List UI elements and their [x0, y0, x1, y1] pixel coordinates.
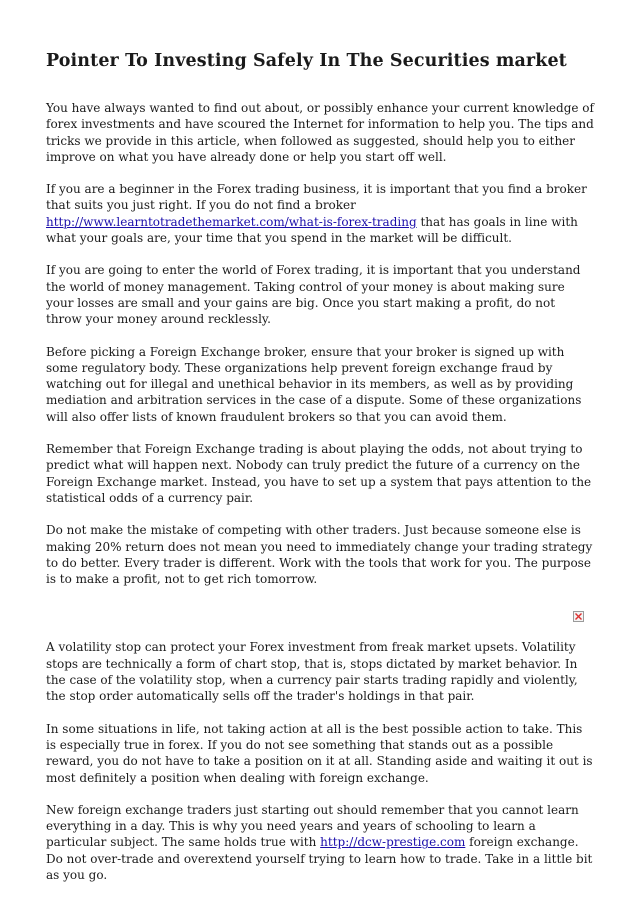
paragraph-9 [46, 802, 594, 883]
paragraph-7: A volatility stop can protect your Forex investment from freak market upsets. Volatility stops are technically a form of chart stop, that is, stops dictated by market behavior. In the case of the volatility stop, when a currency pair starts trading rapidly and violently, the stop order automatically sells off the trader's holdings in that pair. [46, 640, 578, 704]
broken-image-glyph [574, 612, 583, 621]
paragraph-4: Before picking a Foreign Exchange broker, ensure that your broker is signed up with some regulatory body. These organizations help prevent foreign exchange fraud by watching out for illegal and unethical behavior in its members, as well as by providing mediation and arbitration services in the case of a dispute. Some of these organizations will also offer lists of known fraudulent brokers so that you can avoid them. [46, 344, 582, 424]
page-title: Pointer To Investing Safely In The Securities market [46, 51, 567, 71]
paragraph-3: If you are going to enter the world of Forex trading, it is important that you understand the world of money management. Taking control of your money is about making sure your losses are small and your gains are big. Once you start making a profit, do not throw your money around recklessly. [46, 263, 581, 327]
paragraph-2 [46, 181, 594, 246]
image-placeholder-row [46, 603, 594, 633]
paragraph-9-text-after: foreign exchange. Do not over-trade and overextend yourself trying to learn how to trade. Take in a little bit as you go. [46, 835, 593, 882]
paragraph-6: Do not make the mistake of competing with other traders. Just because someone else is making 20% return does not mean you need to immediately change your trading strategy to do better. Every trader is different. Work with the tools that work for you. The purpose is to make a profit, not to get rich tomorrow. [46, 523, 593, 587]
paragraph-8: In some situations in life, not taking action at all is the best possible action to take. This is especially true in forex. If you do not see something that stands out as a possible reward, you do not have to take a position on it at all. Standing aside and waiting it out is most definitely a position when dealing with foreign exchange. [46, 721, 593, 785]
dcw-prestige-link[interactable]: http://dcw-prestige.com [320, 835, 466, 850]
forex-trading-link[interactable]: http://www.learntotradethemarket.com/what-is-forex-trading [46, 214, 417, 229]
paragraph-1: You have always wanted to find out about, or possibly enhance your current knowledge of forex investments and have scoured the Internet for information to help you. The tips and tricks we provide in this article, when followed as suggested, should help you to either improve on what you have already done or help you start off well. [46, 101, 594, 164]
paragraph-9-text-before: New foreign exchange traders just starting out should remember that you cannot learn everything in a day. This is why you need years and years of schooling to learn a particular subject. The same holds true with [46, 802, 579, 850]
paragraph-5: Remember that Foreign Exchange trading is about playing the odds, not about trying to predict what will happen next. Nobody can truly predict the future of a currency on the Foreign Exchange market. Instead, you have to set up a system that pays attention to the statistical odds of a currency pair. [46, 442, 592, 505]
paragraph-2-text-after: that has goals in line with what your goals are, your time that you spend in the market will be difficult. [46, 214, 578, 246]
broken-image-icon [573, 611, 584, 622]
document-page [46, 50, 594, 899]
paragraph-2-text-before: If you are a beginner in the Forex trading business, it is important that you find a broker that suits you just right. If you do not find a broker [46, 182, 587, 213]
